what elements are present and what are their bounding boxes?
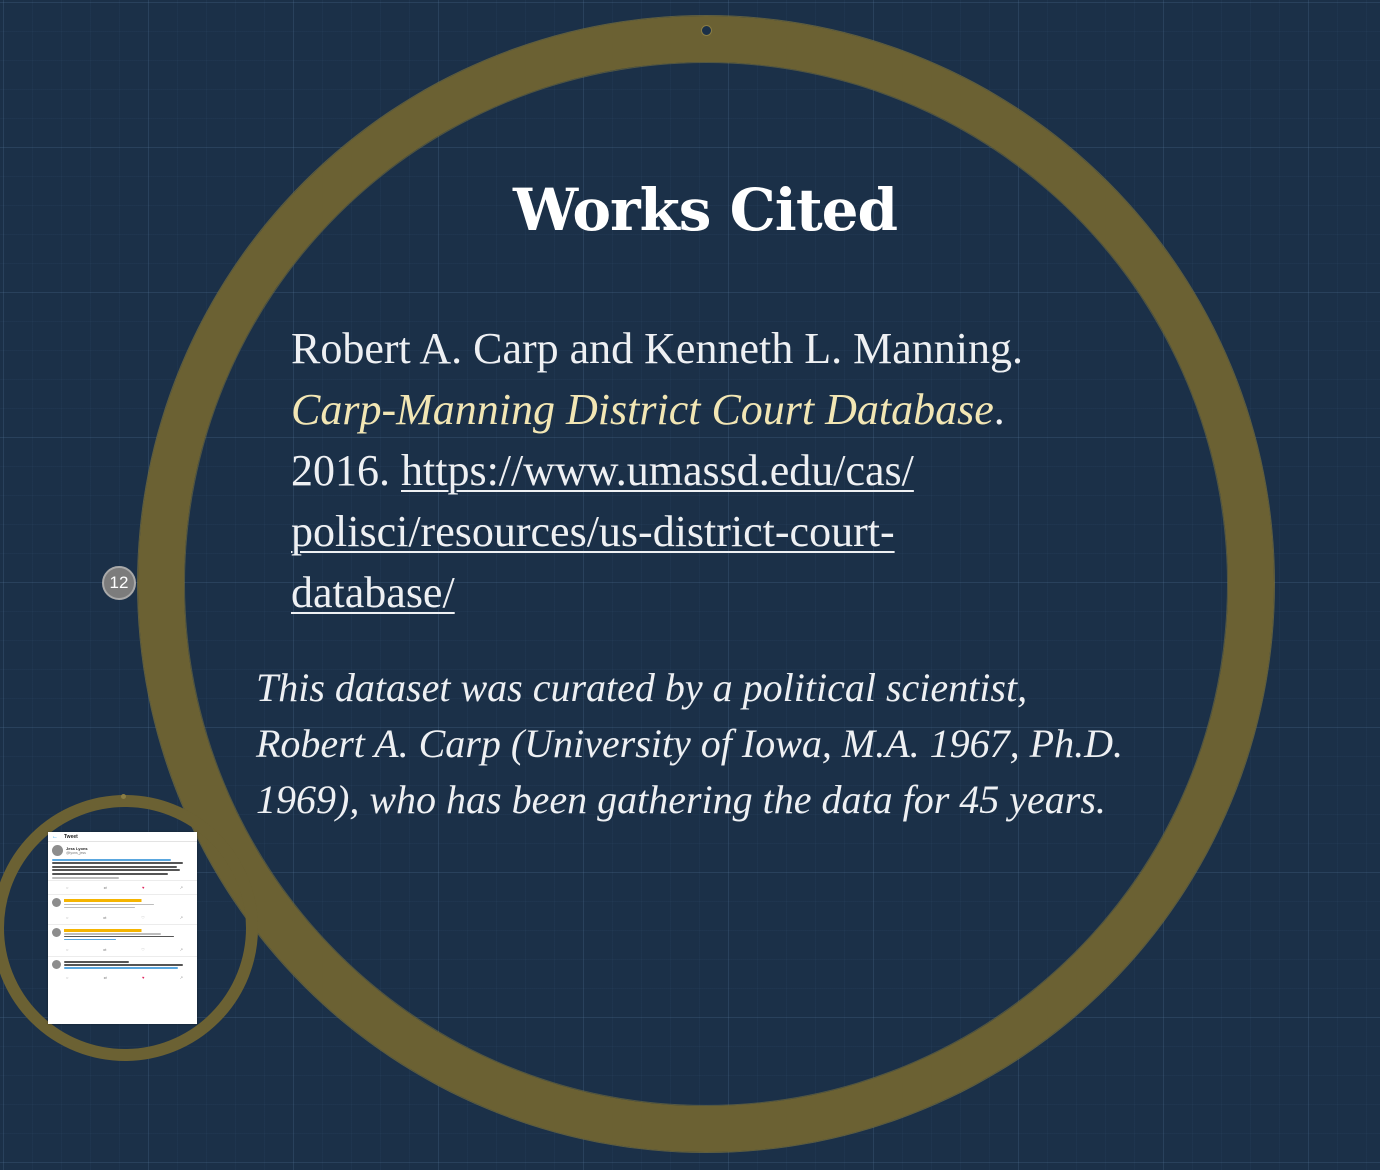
thumbnail-reply-2 bbox=[48, 926, 197, 944]
thumbnail-reply-3 bbox=[48, 958, 197, 972]
dataset-note bbox=[256, 660, 1216, 828]
thumbnail-author-handle: @lyons_jess bbox=[66, 851, 86, 855]
citation-url-link-part2[interactable]: polisci/resources/us-district-court- bbox=[291, 507, 895, 556]
thumbnail-author-name: Jess Lyons bbox=[66, 846, 88, 851]
thumbnail-reply-1 bbox=[48, 896, 197, 911]
citation-authors: Robert A. Carp and Kenneth L. Manning. bbox=[291, 324, 1023, 373]
tweet-screenshot-thumbnail[interactable]: ← Tweet Jess Lyons @lyons_jess ○ ⇄ ♥ ↗ ○ ⇄ ♡ ↗ ○ ⇄ ♡ ↗ ○ ⇄ ♥ ↗ bbox=[48, 832, 197, 1024]
citation-source-title: Carp-Manning District Court Database bbox=[291, 385, 994, 434]
frame-anchor-dot bbox=[701, 25, 712, 36]
note-line-3: 1969), who has been gathering the data for 45 years. bbox=[256, 777, 1106, 822]
step-number-badge[interactable]: 12 bbox=[102, 566, 136, 600]
citation-text bbox=[291, 318, 1171, 623]
citation-url-link-part3[interactable]: database/ bbox=[291, 568, 455, 617]
thumbnail-header-title: Tweet bbox=[64, 833, 78, 840]
citation-title-period: . bbox=[993, 385, 1005, 434]
thumbnail-action-row: ○ ⇄ ♥ ↗ bbox=[66, 885, 183, 891]
avatar bbox=[52, 928, 61, 937]
citation-url-link-part1[interactable]: https://www.umassd.edu/cas/ bbox=[401, 446, 914, 495]
thumbnail-author bbox=[48, 842, 197, 857]
avatar bbox=[52, 898, 61, 907]
avatar bbox=[52, 845, 63, 856]
thumbnail-tweet-body bbox=[48, 859, 197, 879]
citation-year: 2016. bbox=[291, 446, 390, 495]
back-arrow-icon: ← bbox=[52, 833, 58, 840]
heart-icon: ♥ bbox=[142, 885, 145, 891]
note-line-2: Robert A. Carp (University of Iowa, M.A. 1967, Ph.D. bbox=[256, 721, 1123, 766]
thumbnail-anchor-dot bbox=[121, 794, 126, 799]
slide-title: Works Cited bbox=[512, 176, 898, 244]
avatar bbox=[52, 960, 61, 969]
note-line-1: This dataset was curated by a political scientist, bbox=[256, 665, 1028, 710]
thumbnail-header bbox=[48, 832, 197, 842]
